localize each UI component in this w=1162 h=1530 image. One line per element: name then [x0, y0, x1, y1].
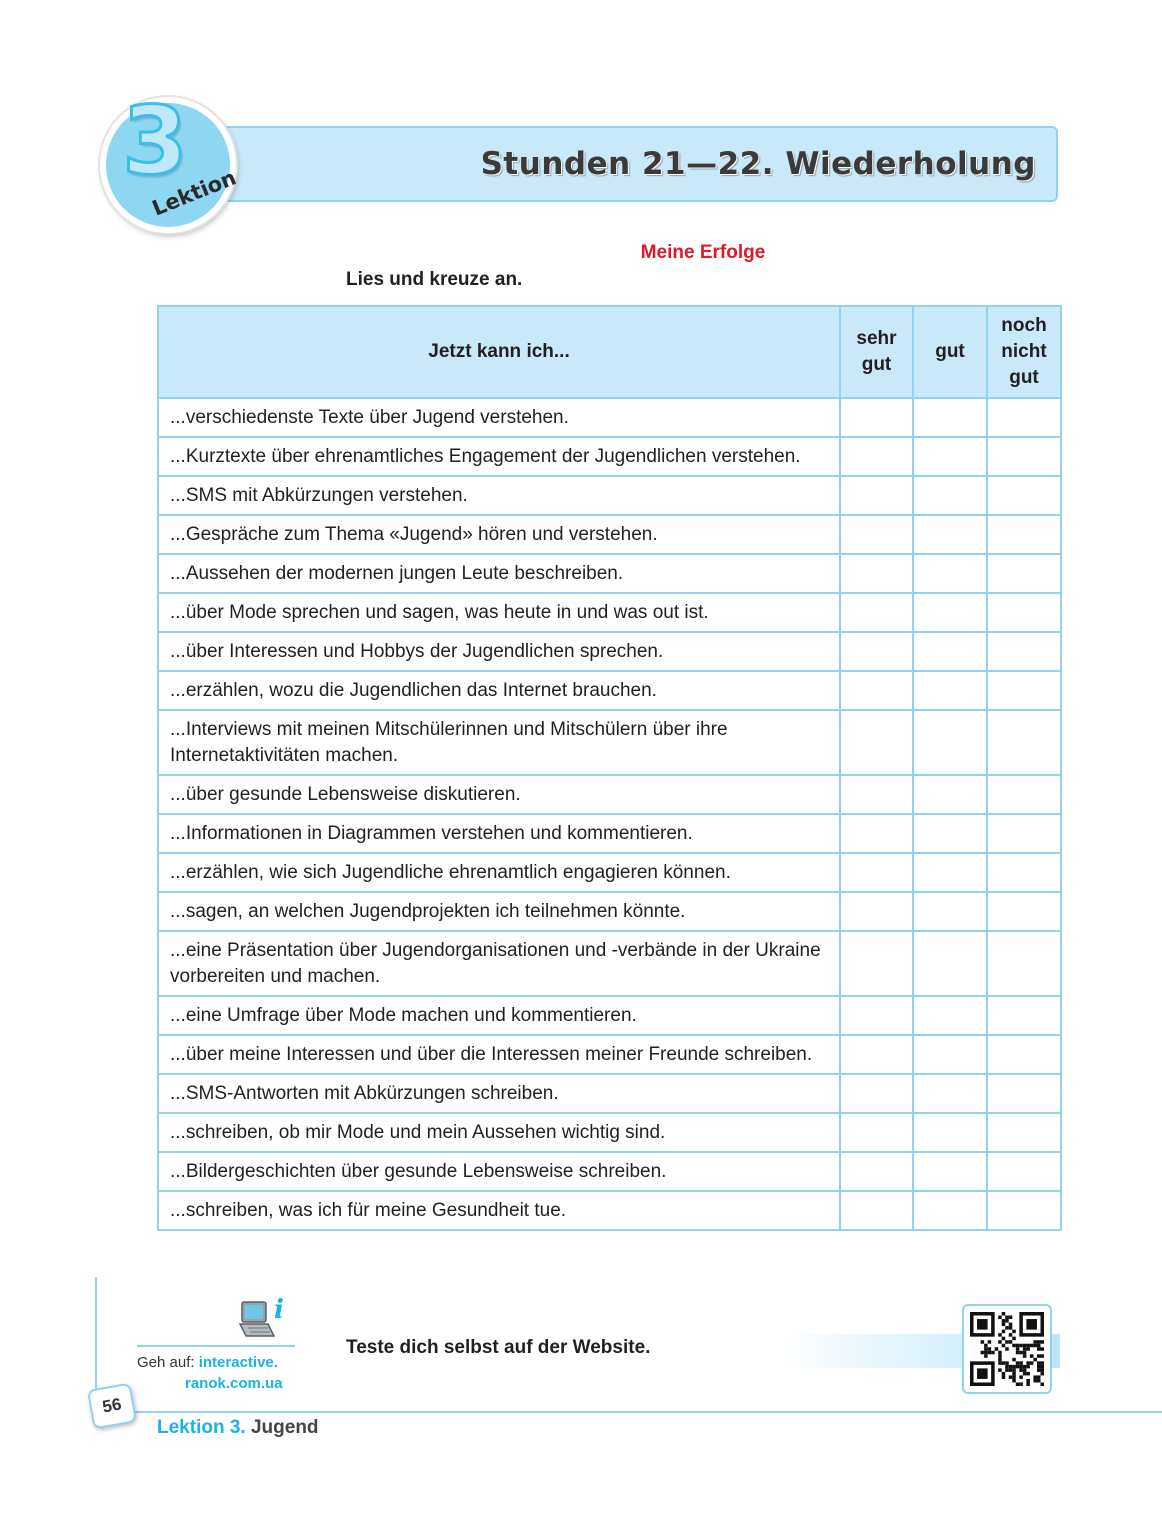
table-header-row [158, 306, 1061, 398]
checkbox-cell-noch-nicht-gut[interactable] [987, 710, 1061, 775]
statement-cell: ...über Interessen und Hobbys der Jugendlichen sprechen. [158, 632, 840, 671]
checkbox-cell-noch-nicht-gut[interactable] [987, 996, 1061, 1035]
table-row [158, 1074, 1061, 1113]
checkbox-cell-sehr-gut[interactable] [840, 1191, 913, 1230]
checkbox-cell-gut[interactable] [913, 996, 987, 1035]
checkbox-cell-gut[interactable] [913, 892, 987, 931]
chapter-title: Jugend [250, 1417, 319, 1438]
checkbox-cell-gut[interactable] [913, 554, 987, 593]
lesson-number: 3 [122, 87, 188, 196]
title-banner [200, 126, 1058, 202]
footer-rule [95, 1411, 1162, 1413]
checkbox-cell-sehr-gut[interactable] [840, 1074, 913, 1113]
checkbox-cell-sehr-gut[interactable] [840, 931, 913, 996]
checkbox-cell-noch-nicht-gut[interactable] [987, 515, 1061, 554]
statement-cell: ...erzählen, wie sich Jugendliche ehrenamtlich engagieren können. [158, 853, 840, 892]
statement-cell: ...über meine Interessen und über die Interessen meiner Freunde schreiben. [158, 1035, 840, 1074]
checkbox-cell-gut[interactable] [913, 515, 987, 554]
checkbox-cell-noch-nicht-gut[interactable] [987, 632, 1061, 671]
checkbox-cell-sehr-gut[interactable] [840, 476, 913, 515]
checkbox-cell-sehr-gut[interactable] [840, 437, 913, 476]
checkbox-cell-sehr-gut[interactable] [840, 1113, 913, 1152]
margin-line [95, 1277, 97, 1397]
checkbox-cell-noch-nicht-gut[interactable] [987, 1035, 1061, 1074]
statement-cell: ...eine Umfrage über Mode machen und kommentieren. [158, 996, 840, 1035]
table-row [158, 1113, 1061, 1152]
self-assessment-table [157, 305, 1062, 1231]
table-row [158, 853, 1061, 892]
table-row [158, 632, 1061, 671]
statement-cell: ...verschiedenste Texte über Jugend verstehen. [158, 398, 840, 437]
checkbox-cell-gut[interactable] [913, 437, 987, 476]
checkbox-cell-gut[interactable] [913, 1113, 987, 1152]
header-gut: gut [913, 306, 987, 398]
svg-text:i: i [274, 1296, 284, 1325]
checkbox-cell-gut[interactable] [913, 593, 987, 632]
checkbox-cell-noch-nicht-gut[interactable] [987, 437, 1061, 476]
checkbox-cell-noch-nicht-gut[interactable] [987, 593, 1061, 632]
checkbox-cell-noch-nicht-gut[interactable] [987, 775, 1061, 814]
statement-cell: ...Aussehen der modernen jungen Leute beschreiben. [158, 554, 840, 593]
checkbox-cell-gut[interactable] [913, 710, 987, 775]
checkbox-cell-noch-nicht-gut[interactable] [987, 1152, 1061, 1191]
lesson-badge [100, 87, 240, 233]
website-link-part-1[interactable]: interactive. [198, 1354, 278, 1371]
qr-code-icon [970, 1312, 1044, 1386]
statement-cell: ...erzählen, wozu die Jugendlichen das Internet brauchen. [158, 671, 840, 710]
table-row [158, 1152, 1061, 1191]
table-row [158, 775, 1061, 814]
checkbox-cell-noch-nicht-gut[interactable] [987, 931, 1061, 996]
table-row [158, 814, 1061, 853]
website-hint [137, 1352, 283, 1394]
instruction-text: Lies und kreuze an. [346, 269, 523, 290]
checkbox-cell-sehr-gut[interactable] [840, 853, 913, 892]
chapter-label: Lektion 3. [157, 1417, 246, 1438]
checkbox-cell-noch-nicht-gut[interactable] [987, 1113, 1061, 1152]
header-noch-nicht-gut: noch nicht gut [987, 306, 1061, 398]
checkbox-cell-sehr-gut[interactable] [840, 996, 913, 1035]
checkbox-cell-sehr-gut[interactable] [840, 775, 913, 814]
table-row [158, 710, 1061, 775]
checkbox-cell-gut[interactable] [913, 1152, 987, 1191]
statement-cell: ...Bildergeschichten über gesunde Lebensweise schreiben. [158, 1152, 840, 1191]
statement-cell: ...über Mode sprechen und sagen, was heute in und was out ist. [158, 593, 840, 632]
table-body [158, 398, 1061, 1230]
checkbox-cell-sehr-gut[interactable] [840, 814, 913, 853]
website-hint-label: Geh auf: [137, 1354, 195, 1371]
checkbox-cell-sehr-gut[interactable] [840, 515, 913, 554]
statement-cell: ...schreiben, ob mir Mode und mein Aussehen wichtig sind. [158, 1113, 840, 1152]
checkbox-cell-gut[interactable] [913, 476, 987, 515]
checkbox-cell-sehr-gut[interactable] [840, 593, 913, 632]
checkbox-cell-noch-nicht-gut[interactable] [987, 554, 1061, 593]
statement-cell: ...eine Präsentation über Jugendorganisationen und -verbände in der Ukraine vorbereiten und machen. [158, 931, 840, 996]
checkbox-cell-gut[interactable] [913, 931, 987, 996]
checkbox-cell-gut[interactable] [913, 775, 987, 814]
checkbox-cell-sehr-gut[interactable] [840, 710, 913, 775]
checkbox-cell-gut[interactable] [913, 1191, 987, 1230]
checkbox-cell-sehr-gut[interactable] [840, 632, 913, 671]
table-row [158, 593, 1061, 632]
website-link-part-2[interactable]: ranok.com.ua [185, 1375, 283, 1392]
table-row [158, 671, 1061, 710]
qr-code[interactable] [962, 1304, 1052, 1394]
checkbox-cell-noch-nicht-gut[interactable] [987, 1191, 1061, 1230]
table-row [158, 554, 1061, 593]
checkbox-cell-noch-nicht-gut[interactable] [987, 1074, 1061, 1113]
checkbox-cell-sehr-gut[interactable] [840, 671, 913, 710]
checkbox-cell-noch-nicht-gut[interactable] [987, 892, 1061, 931]
checkbox-cell-gut[interactable] [913, 632, 987, 671]
laptop-info-icon [238, 1296, 288, 1342]
table-row [158, 515, 1061, 554]
statement-cell: ...sagen, an welchen Jugendprojekten ich teilnehmen könnte. [158, 892, 840, 931]
chapter-footer [157, 1417, 319, 1439]
checkbox-cell-sehr-gut[interactable] [840, 398, 913, 437]
info-rule [137, 1345, 295, 1347]
checkbox-cell-gut[interactable] [913, 814, 987, 853]
checkbox-cell-sehr-gut[interactable] [840, 892, 913, 931]
page-number: 56 [87, 1382, 137, 1429]
statement-cell: ...Gespräche zum Thema «Jugend» hören und verstehen. [158, 515, 840, 554]
table-row [158, 398, 1061, 437]
statement-cell: ...SMS mit Abkürzungen verstehen. [158, 476, 840, 515]
header-sehr-gut: sehr gut [840, 306, 913, 398]
checkbox-cell-sehr-gut[interactable] [840, 554, 913, 593]
checkbox-cell-noch-nicht-gut[interactable] [987, 853, 1061, 892]
table-row [158, 437, 1061, 476]
checkbox-cell-noch-nicht-gut[interactable] [987, 398, 1061, 437]
page-title: Stunden 21—22. Wiederholung [480, 146, 1036, 182]
checkbox-cell-gut[interactable] [913, 671, 987, 710]
statement-cell: ...Kurztexte über ehrenamtliches Engagement der Jugendlichen verstehen. [158, 437, 840, 476]
checkbox-cell-noch-nicht-gut[interactable] [987, 814, 1061, 853]
table-row [158, 892, 1061, 931]
checkbox-cell-sehr-gut[interactable] [840, 1152, 913, 1191]
statement-cell: ...Informationen in Diagrammen verstehen und kommentieren. [158, 814, 840, 853]
statement-cell: ...SMS-Antworten mit Abkürzungen schreiben. [158, 1074, 840, 1113]
checkbox-cell-gut[interactable] [913, 1035, 987, 1074]
table-row [158, 1191, 1061, 1230]
statement-cell: ...über gesunde Lebensweise diskutieren. [158, 775, 840, 814]
checkbox-cell-noch-nicht-gut[interactable] [987, 671, 1061, 710]
checkbox-cell-noch-nicht-gut[interactable] [987, 476, 1061, 515]
table-row [158, 1035, 1061, 1074]
checkbox-cell-gut[interactable] [913, 1074, 987, 1113]
table-row [158, 476, 1061, 515]
test-yourself-text: Teste dich selbst auf der Website. [346, 1337, 651, 1358]
header-statement: Jetzt kann ich... [158, 306, 840, 398]
table-row [158, 931, 1061, 996]
checkbox-cell-sehr-gut[interactable] [840, 1035, 913, 1074]
checkbox-cell-gut[interactable] [913, 853, 987, 892]
section-subtitle: Meine Erfolge [640, 242, 766, 263]
checkbox-cell-gut[interactable] [913, 398, 987, 437]
lesson-word: Lektion [148, 165, 240, 221]
table-row [158, 996, 1061, 1035]
statement-cell: ...Interviews mit meinen Mitschülerinnen und Mitschülern über ihre Internetaktivitäten machen. [158, 710, 840, 775]
statement-cell: ...schreiben, was ich für meine Gesundheit tue. [158, 1191, 840, 1230]
